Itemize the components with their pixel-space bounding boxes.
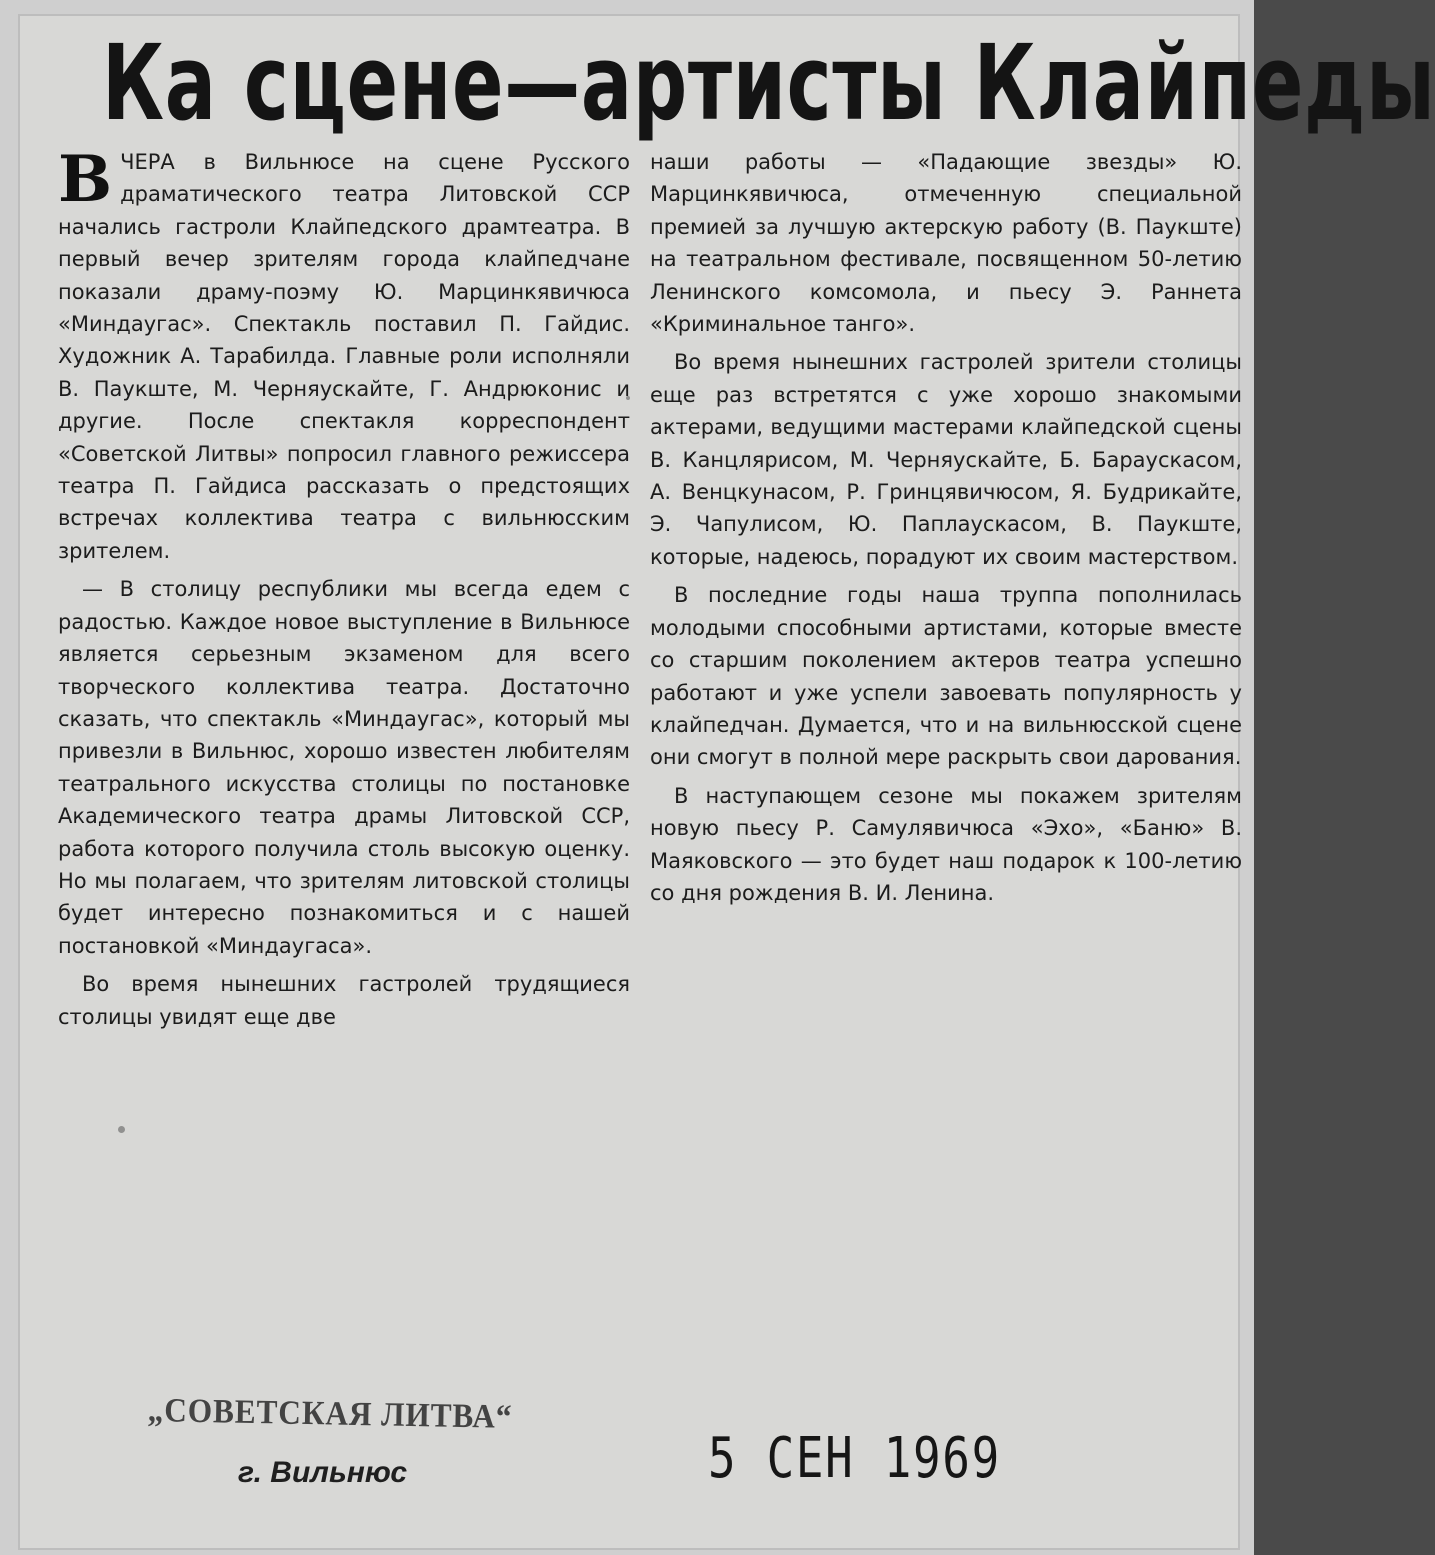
paragraph-2: — В столицу республики мы всегда едем с радостью. Каждое новое выступление в Вильнюсе является серьезным экзаменом для всего творческого коллектива театра. Достаточно сказать, что спектакль «Миндаугас», который мы привезли в Вильнюс, хорошо известен любителям театрального искусства столицы по постановке Академического театра драмы Литовской ССР, работа которого получила столь высокую оценку. Но мы полагаем, что зрителям литовской столицы будет интересно познакомиться и с нашей постановкой «Миндаугаса». — [58, 577, 630, 958]
article-headline: Ка сцене—артисты Клайпеды — [102, 22, 1435, 144]
print-speck — [626, 396, 630, 400]
paragraph-3: Во время нынешних гастролей трудящиеся столицы увидят еще две — [58, 972, 630, 1029]
print-speck — [470, 230, 475, 233]
paragraph-7: В наступающем сезоне мы покажем зрителям новую пьесу Р. Самулявичюса «Эхо», «Баню» В. Маяковского — это будет наш подарок к 100-летию со дня рождения В. И. Ленина. — [650, 783, 1242, 905]
city-stamp: г. Вильнюс — [238, 1456, 408, 1489]
article-column-left — [58, 142, 630, 1039]
drop-cap: В — [58, 142, 113, 217]
paragraph-4: наши работы — «Падающие звезды» Ю. Марцинкявичюса, отмеченную специальной премией за лучшую актерскую работу (В. Паукште) на театральном фестивале, посвященном 50-летию Ленинского комсомола, и пьесу Э. Раннета «Криминальное танго». — [650, 150, 1242, 337]
paragraph-6: В последние годы наша труппа пополнилась молодыми способными артистами, которые вместе со старшим поколением актеров театра успешно работают и уже успели завоевать популярность у клайпедчан. Думается, что и на вильнюсской сцене они смогут в полной мере раскрыть свои дарования. — [650, 583, 1242, 770]
date-stamp: 5 СЕН 1969 — [708, 1426, 1001, 1491]
print-speck — [118, 1126, 125, 1133]
article-column-right — [650, 146, 1242, 915]
paragraph-1 — [58, 142, 630, 567]
paragraph-5: Во время нынешних гастролей зрители столицы еще раз встретятся с уже хорошо знакомыми актерами, ведущими мастерами клайпедской сцены В. Канцлярисом, М. Черняускайте, Б. Бараускасом, А. Венцкунасом, Р. Гринцявичюсом, Я. Будрикайте, Э. Чапулисом, Ю. Паплаускасом, В. Паукште, которые, надеюсь, порадуют их своим мастерством. — [650, 350, 1242, 569]
paragraph-1-text: ЧЕРА в Вильнюсе на сцене Русского драматического театра Литовской ССР начались гастроли Клайпедского драмтеатра. В первый вечер зрителям города клайпедчане показали драму-поэму Ю. Марцинкявичюса «Миндаугас». Спектакль поставил П. Гайдис. Художник А. Тарабилда. Главные роли исполняли В. Паукште, М. Черняускайте, Г. Андрюконис и другие. После спектакля корреспондент «Советской Литвы» попросил главного режиссера театра П. Гайдиса рассказать о предстоящих встречах коллектива театра с вильнюсским зрителем. — [58, 150, 630, 563]
newspaper-name-stamp: „СОВЕТСКАЯ ЛИТВА“ — [147, 1392, 513, 1436]
